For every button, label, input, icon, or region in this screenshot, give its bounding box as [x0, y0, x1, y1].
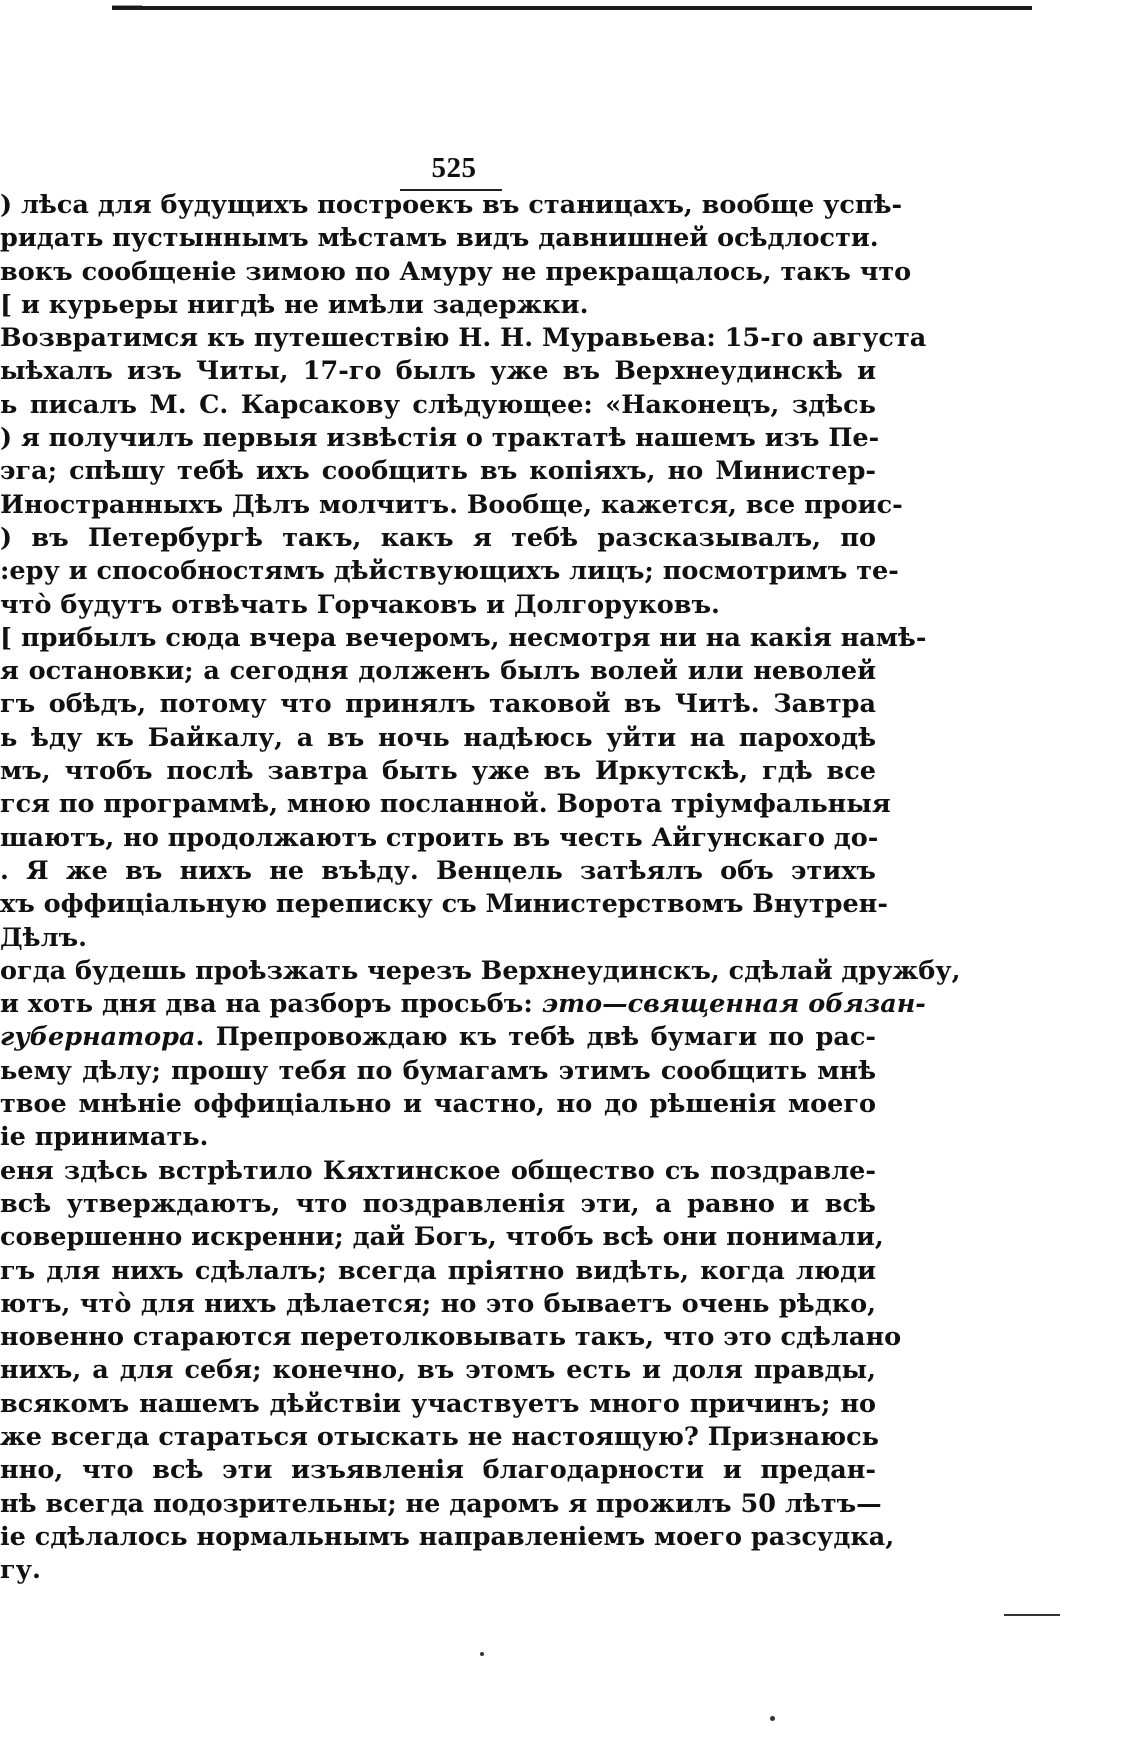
- text-line: гъ для нихъ сдѣлалъ; всегда пріятно видѣть, когда люди: [0, 1255, 876, 1286]
- margin-rule: [1004, 1614, 1060, 1616]
- text-line: гу.: [0, 1555, 41, 1586]
- text-line: мъ, чтобъ послѣ завтра быть уже въ Иркутскѣ, гдѣ все: [0, 756, 876, 787]
- text-line: хъ оффиціальную переписку съ Министерствомъ Внутрен-: [0, 889, 888, 920]
- text-line: эга; спѣшу тебѣ ихъ сообщить въ копіяхъ, но Министер-: [0, 456, 876, 487]
- text-segment: и хоть дня два на разборъ просьбъ:: [0, 989, 533, 1020]
- text-line: Дѣлъ.: [0, 922, 88, 953]
- text-line: ) лѣса для будущихъ построекъ въ станицахъ, вообще успѣ-: [0, 190, 903, 220]
- text-line: гся по программѣ, мною посланной. Ворота тріумфальныя: [0, 789, 891, 820]
- italic-word: губернатора: [0, 1022, 196, 1053]
- stray-dot-mark: [480, 1652, 484, 1656]
- text-line: ридать пустыннымъ мѣстамъ видъ давнишней осѣдлости.: [0, 223, 879, 254]
- text-line: ь писалъ М. С. Карсакову слѣдующее: «Наконецъ, здѣсь: [0, 389, 876, 420]
- text-line: нно, что всѣ эти изъявленія благодарности и предан-: [0, 1455, 876, 1486]
- text-line: ь ѣду къ Байкалу, а въ ночь надѣюсь уйти на пароходѣ: [0, 722, 876, 753]
- text-line: Возвратимся къ путешествію Н. Н. Муравьева: 15-го августа: [0, 323, 927, 354]
- text-line: твое мнѣніе оффиціально и частно, но до рѣшенія моего: [0, 1089, 876, 1120]
- page-text: [0, 189, 961, 1587]
- text-line: еня здѣсь встрѣтило Кяхтинское общество съ поздравле-: [0, 1155, 876, 1186]
- page-number: 525: [431, 152, 477, 184]
- text-line: [0, 1021, 876, 1054]
- text-line-with-italic: [0, 988, 926, 1021]
- text-line: ьему дѣлу; прошу тебя по бумагамъ этимъ сообщить мнѣ: [0, 1055, 876, 1086]
- text-line: Иностранныхъ Дѣлъ молчитъ. Вообще, кажется, все проис-: [0, 489, 903, 520]
- top-edge-rule: [112, 6, 1032, 10]
- stray-dot-mark: [770, 1716, 775, 1721]
- text-line: ыѣхалъ изъ Читы, 17-го былъ уже въ Верхнеудинскѣ и: [0, 356, 876, 387]
- text-line: іе сдѣлалось нормальнымъ направленіемъ моего разсудка,: [0, 1521, 895, 1552]
- text-line: [ и курьеры нигдѣ не имѣли задержки.: [0, 289, 589, 320]
- text-line: я остановки; а сегодня долженъ былъ волей или неволей: [0, 656, 876, 687]
- text-line: новенно стараются перетолковывать такъ, что это сдѣлано: [0, 1322, 902, 1353]
- text-line: нѣ всегда подозрительны; не даромъ я прожилъ 50 лѣтъ—: [0, 1488, 882, 1519]
- text-line: вокъ сообщеніе зимою по Амуру не прекращалось, такъ что: [0, 256, 912, 287]
- text-line: іе принимать.: [0, 1122, 209, 1153]
- text-line: всякомъ нашемъ дѣйствіи участвуетъ много причинъ; но: [0, 1388, 876, 1419]
- text-line: чтò будутъ отвѣчать Горчаковъ и Долгоруковъ.: [0, 589, 720, 620]
- text-line: всѣ утверждаютъ, что поздравленія эти, а равно и всѣ: [0, 1188, 876, 1219]
- text-line: . Я же въ нихъ не въѣду. Венцель затѣялъ объ этихъ: [0, 855, 876, 886]
- text-line: ) я получилъ первыя извѣстія о трактатѣ нашемъ изъ Пе-: [0, 423, 880, 454]
- italic-phrase: это—священная обязан-: [541, 989, 926, 1020]
- text-line: ) въ Петербургѣ такъ, какъ я тебѣ разсказывалъ, по: [0, 522, 876, 553]
- text-line: :еру и способностямъ дѣйствующихъ лицъ; посмотримъ те-: [0, 556, 899, 587]
- text-line: гъ обѣдъ, потому что принялъ таковой въ Читѣ. Завтра: [0, 689, 876, 720]
- text-line: совершенно искренни; дай Богъ, чтобъ всѣ они понимали,: [0, 1222, 884, 1253]
- text-line: [ прибылъ сюда вчера вечеромъ, несмотря ни на какія намѣ-: [0, 622, 927, 653]
- text-line: ютъ, чтò для нихъ дѣлается; но это бываетъ очень рѣдко,: [0, 1288, 876, 1319]
- text-segment: . Препровождаю къ тебѣ двѣ бумаги по рас-: [195, 1022, 876, 1053]
- text-line: шаютъ, но продолжаютъ строить въ честь Айгунскаго до-: [0, 822, 879, 853]
- text-line: нихъ, а для себя; конечно, въ этомъ есть и доля правды,: [0, 1355, 876, 1386]
- text-line: огда будешь проѣзжать черезъ Верхнеудинскъ, сдѣлай дружбу,: [0, 955, 961, 986]
- text-line: же всегда стараться отыскать не настоящую? Признаюсь: [0, 1421, 879, 1452]
